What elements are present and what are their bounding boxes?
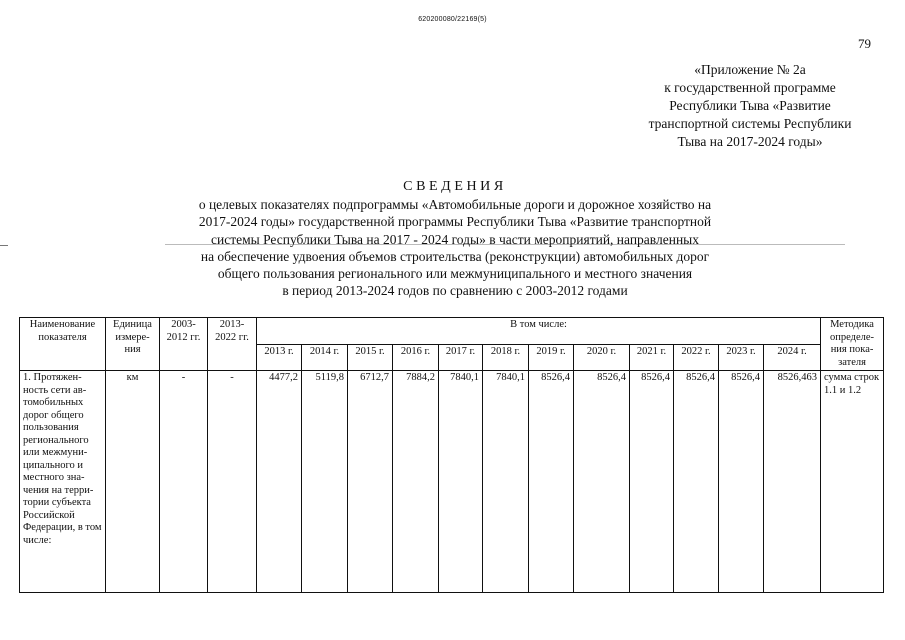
header-year: 2014 г. <box>302 344 348 371</box>
header-year: 2016 г. <box>393 344 439 371</box>
appendix-line: Республики Тыва «Развитие <box>669 98 831 113</box>
document-code: 620200080/22169(5) <box>418 16 487 23</box>
header-year: 2013 г. <box>257 344 302 371</box>
cell-value: 8526,4 <box>719 371 764 593</box>
header-year: 2023 г. <box>719 344 764 371</box>
header-year: 2017 г. <box>439 344 483 371</box>
header-year: 2015 г. <box>348 344 393 371</box>
document-title <box>150 178 760 299</box>
cell-period-2003-2012: - <box>160 371 208 593</box>
header-year: 2022 г. <box>674 344 719 371</box>
cell-value: 7884,2 <box>393 371 439 593</box>
cell-method: сумма строк 1.1 и 1.2 <box>821 371 884 593</box>
page-number: 79 <box>858 36 871 51</box>
header-unit: Единица измере-ния <box>106 318 160 371</box>
indicators-table <box>19 317 884 593</box>
cell-period-2013-2022: - <box>208 371 257 593</box>
cell-indicator-name: 1. Протяжен-ность сети ав-томобильных дорог общего пользования регионального или межмуни-ципального и местного зна-чения на терри-тории субъекта Российской Федерации, в том числе: <box>20 371 106 593</box>
title-line: общего пользования регионального или межмуниципального и местного значения <box>217 266 693 282</box>
header-year: 2019 г. <box>529 344 574 371</box>
cell-value: 8526,4 <box>574 371 630 593</box>
header-period-2003-2012: 2003-2012 гг. <box>160 318 208 371</box>
header-period-2013-2022: 2013-2022 гг. <box>208 318 257 371</box>
appendix-line: к государственной программе <box>664 80 836 95</box>
appendix-note <box>600 61 900 151</box>
header-year: 2021 г. <box>630 344 674 371</box>
table-row <box>20 371 884 593</box>
appendix-line: транспортной системы Республики <box>648 116 852 131</box>
title-line: системы Республики Тыва на 2017 - 2024 годы» в части мероприятий, направленных <box>211 231 699 247</box>
appendix-line: Тыва на 2017-2024 годы» <box>677 134 823 149</box>
title-line: в период 2013-2024 годов по сравнению с 2003-2012 годами <box>282 283 628 299</box>
title-line: на обеспечение удвоения объемов строительства (реконструкции) автомобильных дорог <box>200 248 710 264</box>
cell-value: 6712,7 <box>348 371 393 593</box>
cell-unit: км <box>106 371 160 593</box>
cell-value: 5119,8 <box>302 371 348 593</box>
cell-value: 7840,1 <box>483 371 529 593</box>
cell-value: 8526,4 <box>529 371 574 593</box>
appendix-line: «Приложение № 2а <box>694 62 806 77</box>
cell-value: 8526,4 <box>630 371 674 593</box>
header-group: В том числе: <box>257 318 821 345</box>
header-method: Методика определе-ния пока-зателя <box>821 318 884 371</box>
title-heading: СВЕДЕНИЯ <box>403 179 507 194</box>
scan-artifact <box>0 245 8 246</box>
title-line: о целевых показателях подпрограммы «Автомобильные дороги и дорожное хозяйство на <box>198 197 712 213</box>
cell-value: 8526,4 <box>674 371 719 593</box>
header-name: Наименование показателя <box>20 318 106 371</box>
title-line: 2017-2024 годы» государственной программы Республики Тыва «Развитие транспортной <box>198 214 712 230</box>
cell-value: 8526,463 <box>764 371 821 593</box>
header-year: 2024 г. <box>764 344 821 371</box>
cell-value: 7840,1 <box>439 371 483 593</box>
header-year: 2018 г. <box>483 344 529 371</box>
cell-value: 4477,2 <box>257 371 302 593</box>
header-year: 2020 г. <box>574 344 630 371</box>
